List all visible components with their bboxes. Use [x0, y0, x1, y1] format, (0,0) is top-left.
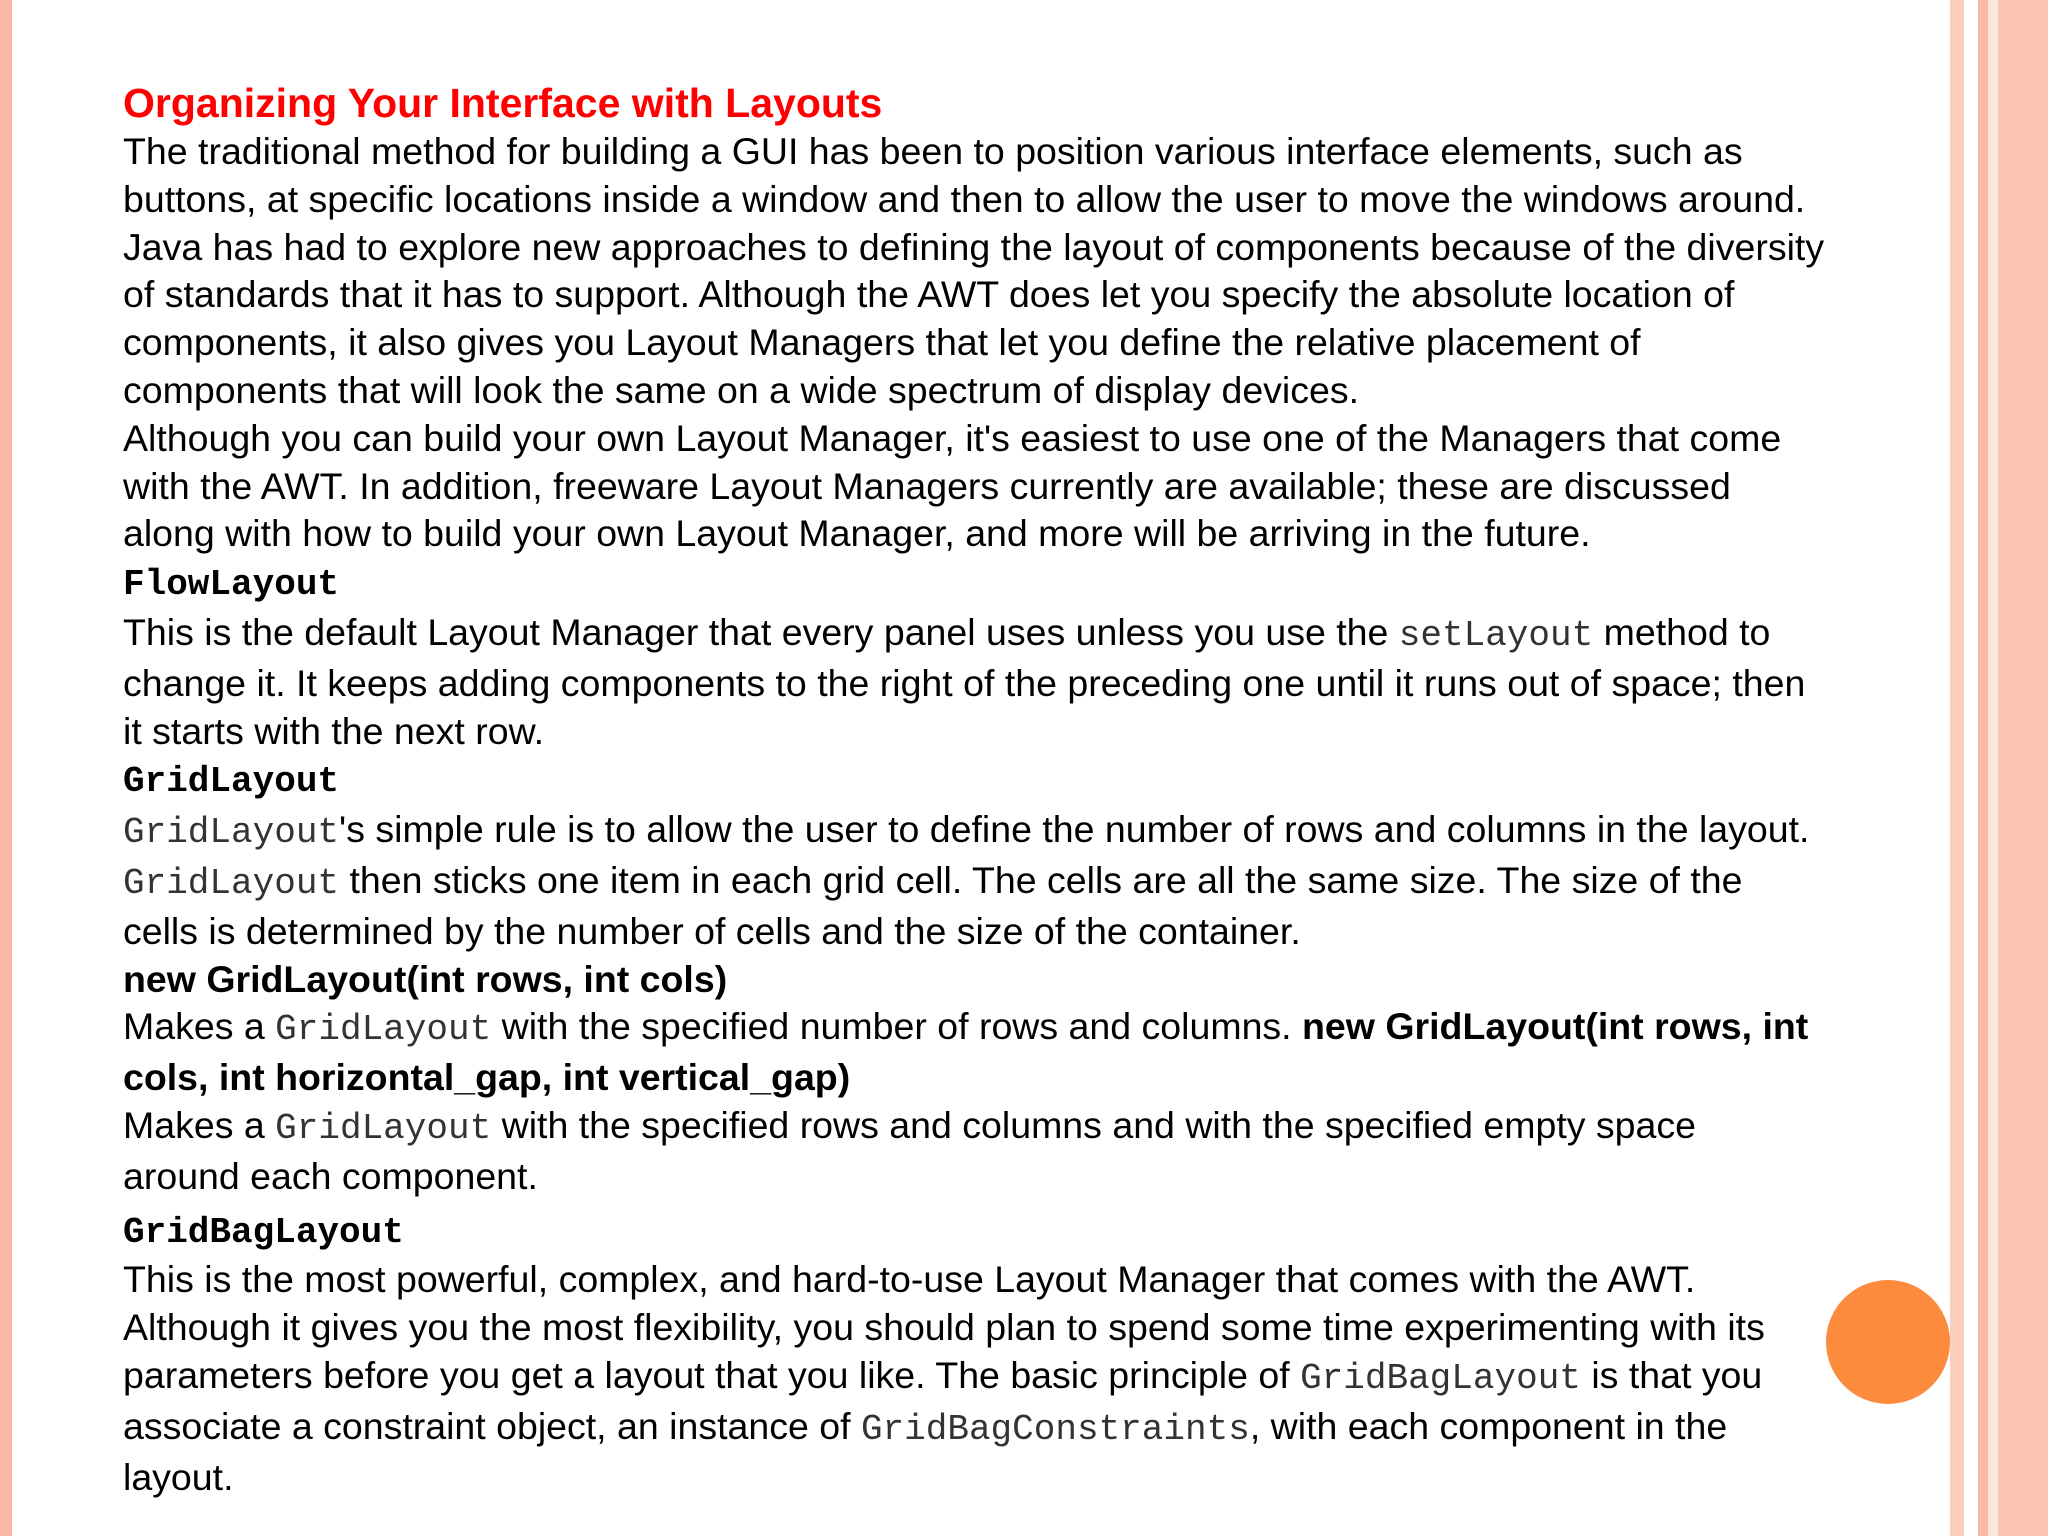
intro-paragraph: [123, 128, 1945, 558]
gridlayout-heading: GridLayout: [123, 761, 340, 803]
text-line: along with how to build your own Layout Manager, and more will be arriving in the future.: [123, 512, 1591, 555]
gridbaglayout-paragraph: [123, 1256, 1945, 1501]
right-border-stripe: [1988, 0, 1998, 1536]
text-line: cells is determined by the number of cells and the size of the container.: [123, 909, 1301, 952]
decorative-circle: [1826, 1280, 1950, 1404]
right-border-stripe: [1950, 0, 1964, 1536]
text-run: , with each component in the: [1249, 1404, 1728, 1447]
text-line: with the AWT. In addition, freeware Layout Managers currently are available; these are discussed: [123, 464, 1731, 507]
text-line: [123, 1403, 1945, 1454]
text-run: Makes a: [123, 1103, 276, 1146]
slide-content: [123, 78, 1945, 1501]
text-line: The traditional method for building a GUI has been to position various interface elements, such as: [123, 130, 1743, 172]
text-line: components, it also gives you Layout Managers that let you define the relative placement of: [123, 321, 1641, 364]
text-line: Java has had to explore new approaches to defining the layout of components because of the diversity: [123, 225, 1825, 268]
text-run: then sticks one item in each grid cell. The cells are all the same size. The size of the: [339, 858, 1743, 901]
code-term: GridBagConstraints: [860, 1408, 1250, 1450]
text-run: with the specified rows and columns and with the specified empty space: [491, 1103, 1697, 1146]
text-line: change it. It keeps adding components to the right of the preceding one until it runs out of space; then: [123, 661, 1806, 704]
text-line: [123, 1003, 1945, 1054]
text-line: of standards that it has to support. Although the AWT does let you specify the absolute location of: [123, 273, 1735, 316]
right-border-stripe: [1998, 0, 2048, 1536]
text-run: associate a constraint object, an instance of: [123, 1404, 861, 1447]
gridbaglayout-heading: GridBagLayout: [123, 1211, 404, 1253]
text-line: [123, 1102, 1945, 1153]
flowlayout-heading: FlowLayout: [123, 564, 340, 606]
text-run: Makes a: [123, 1005, 276, 1048]
text-run: This is the default Layout Manager that every panel uses unless you use the: [123, 610, 1399, 653]
text-line: [123, 609, 1945, 660]
text-run: 's simple rule is to allow the user to define the number of rows and columns in the layout.: [339, 808, 1810, 851]
text-run: with the specified number of rows and columns.: [491, 1005, 1303, 1048]
slide-title: Organizing Your Interface with Layouts: [123, 80, 883, 126]
text-line: This is the most powerful, complex, and hard-to-use Layout Manager that comes with the AWT.: [123, 1258, 1696, 1301]
code-term: GridBagLayout: [1300, 1357, 1581, 1399]
text-run: parameters before you get a layout that you like. The basic principle of: [123, 1353, 1301, 1396]
text-line: Although you can build your own Layout Manager, it's easiest to use one of the Managers that come: [123, 416, 1782, 459]
text-line: [123, 806, 1945, 857]
text-line: buttons, at specific locations inside a window and then to allow the user to move the windows around.: [123, 177, 1806, 220]
code-term: GridLayout: [123, 862, 340, 904]
text-line: [123, 857, 1945, 908]
code-term: GridLayout: [275, 1107, 492, 1149]
right-border-stripe: [1978, 0, 1988, 1536]
text-line: Although it gives you the most flexibility, you should plan to spend some time experimenting with its: [123, 1306, 1765, 1349]
constructor-signature: new GridLayout(int rows, int cols): [123, 957, 728, 1000]
code-term: GridLayout: [123, 812, 340, 854]
text-line: it starts with the next row.: [123, 709, 544, 752]
text-run: is that you: [1580, 1353, 1763, 1396]
flowlayout-paragraph: [123, 609, 1945, 755]
code-term: GridLayout: [275, 1009, 492, 1051]
text-line: layout.: [123, 1455, 234, 1498]
text-line: around each component.: [123, 1154, 538, 1197]
gridlayout-paragraph: [123, 806, 1945, 1200]
constructor-signature: new GridLayout(int rows, int: [1302, 1005, 1809, 1048]
constructor-signature: cols, int horizontal_gap, int vertical_gap): [123, 1056, 851, 1099]
right-border-stripe: [1964, 0, 1978, 1536]
text-run: method to: [1593, 610, 1771, 653]
text-line: [123, 1352, 1945, 1403]
code-term: setLayout: [1398, 614, 1594, 656]
left-border-stripe: [0, 0, 12, 1536]
text-line: components that will look the same on a wide spectrum of display devices.: [123, 368, 1360, 411]
